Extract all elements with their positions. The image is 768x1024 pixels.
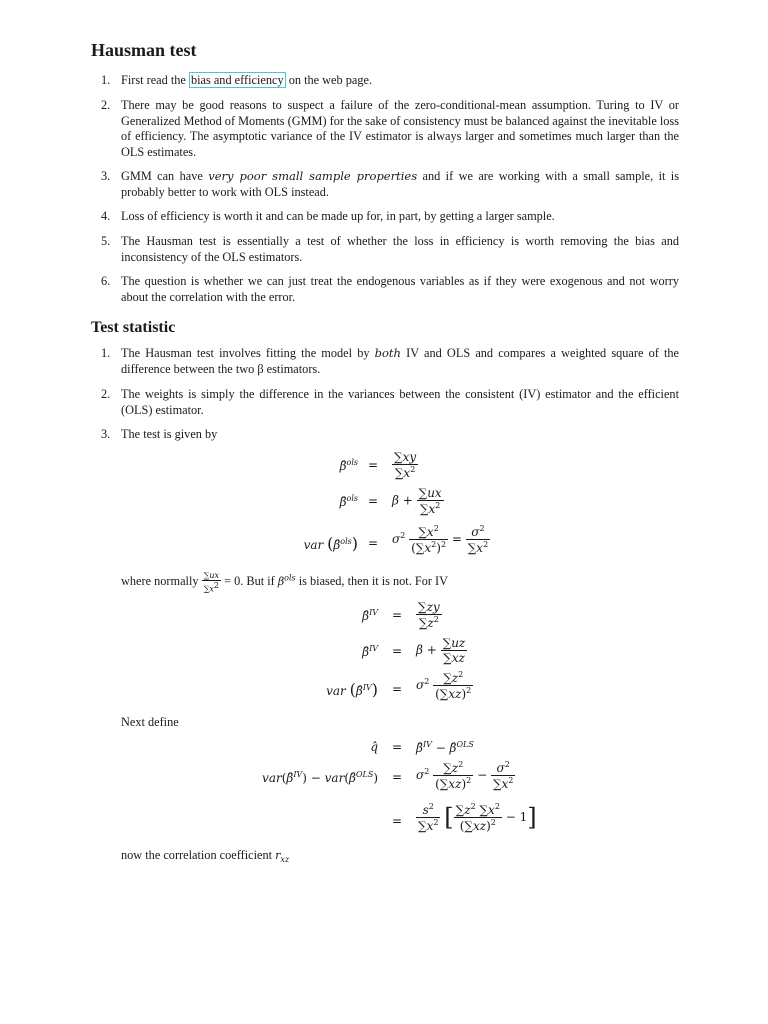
equation-q: q̂ = β̂$^{IV}$ − β̂$^{OLS}$ var(β̂$^{IV}$) − var(β̂$^{OLS}$) = $\sigma^2$ $\frac{\sum z^2}{(\sum xz)^2}$ − $\frac{\sigma^2}{\sum x^2}$ = $\frac{s^2}{\sum x^2}$ [ $\frac{\sum z^2 \sum x^2}{(\sum xz)^2}$ − 1] bbox=[262, 740, 537, 833]
bias-efficiency-link[interactable]: bias and efficiency bbox=[190, 73, 284, 87]
page-title: Hausman test bbox=[91, 40, 197, 60]
where-normally-text: where normally $\frac{\sum ux}{\sum x^2}$ = 0. But if $\beta^{ols}$ is biased, then it is not. For IV bbox=[121, 571, 448, 594]
next-define-text: Next define bbox=[121, 715, 179, 729]
equation-iv: β̂$^{IV}$ = $\frac{\sum zy}{\sum z^2}$ β̂$^{IV}$ = β + $\frac{\sum uz}{\sum xz}$ var (β̂$^{IV}$) = $\sigma^2$ $\frac{\sum z^2}{(\sum xz)^2}$ bbox=[326, 600, 472, 701]
section-heading: Test statistic bbox=[91, 319, 176, 336]
equation-ols: β̂$^{ols}$ = $\frac{\sum xy}{\sum x^2}$ β̂$^{ols}$ = β + $\frac{\sum ux}{\sum x^2}$ var (β̂$^{ols}$) = $\sigma^2$ $\frac{\sum x^2}{(\sum x^2)^2}$ = $\frac{\sigma^2}{\sum x^2}$ bbox=[303, 450, 489, 555]
document-page: Hausman test 1. First read the bias and efficiency on the web page. 2. There may be good reasons to suspect a failure of the zero-conditional-mean assumption. Turing to IV or Generalized Method of Moments (GMM) for the sake of consistency must be balanced against the inevitable loss of efficiency. The asymptotic variance of the IV estimator is always larger and sometimes much larger than the OLS estimates. 3. GMM can have very poor small sample properties and if we are working with a small sample, it is probably better to work with OLS instead. 4. Loss of efficiency is worth it and can be made up for, in part, by getting a larger sample. 5. The Hausman test is essentially a test of whether the loss in efficiency is worth removing the bias and inconsistency of the OLS estimators. 6. The question is whether we can just treat the endogenous variables as if they were exogenous and not worry about the correlation with the error. Test statistic 1. The Hausman test involves fitting the model by both IV and OLS and compares a weighted square of the difference between the two β estimators. 2. The weights is simply the difference in the variances between the consistent (IV) estimator and the efficient (OLS) estimator. 3. The test is given by β̂$^{ols}$ = $\frac{\sum xy}{\sum x^2}$ β̂$^{ols}$ = β + $\frac{\sum ux}{\sum x^2}$ var (β̂$^{ols}$) = $\sigma^2$ $\frac{\sum x^2}{(\sum x^2)^2}$ = $\frac{\sigma^2}{\sum x^2}$ where normally $\frac{\sum ux}{\sum x^2}$ = 0. But if $\beta^{ols}$ is biased, then it is not. For IV β̂$^{IV}$ = $\frac{\sum zy}{\sum z^2}$ β̂$^{IV}$ = β + $\frac{\sum uz}{\sum xz}$ var (β̂$^{IV}$) = $\sigma^2$ $\frac{\sum z^2}{(\sum xz)^2}$ Next define q̂ = β̂$^{IV}$ − β̂$^{OLS}$ var(β̂$^{IV}$) − var(β̂$^{OLS}$) = $\sigma^2$ $\frac{\sum z^2}{(\sum xz)^2}$ − $\frac{\sigma^2}{\sum x^2}$ = $\frac{s^2}{\sum x^2}$ [ $\frac{\sum z^2 \sum x^2}{(\sum xz)^2}$ − 1] now the correlation coefficient $r_{xz}$ bbox=[0, 0, 768, 1024]
final-text: now the correlation coefficient $r_{xz}$ bbox=[121, 848, 290, 865]
